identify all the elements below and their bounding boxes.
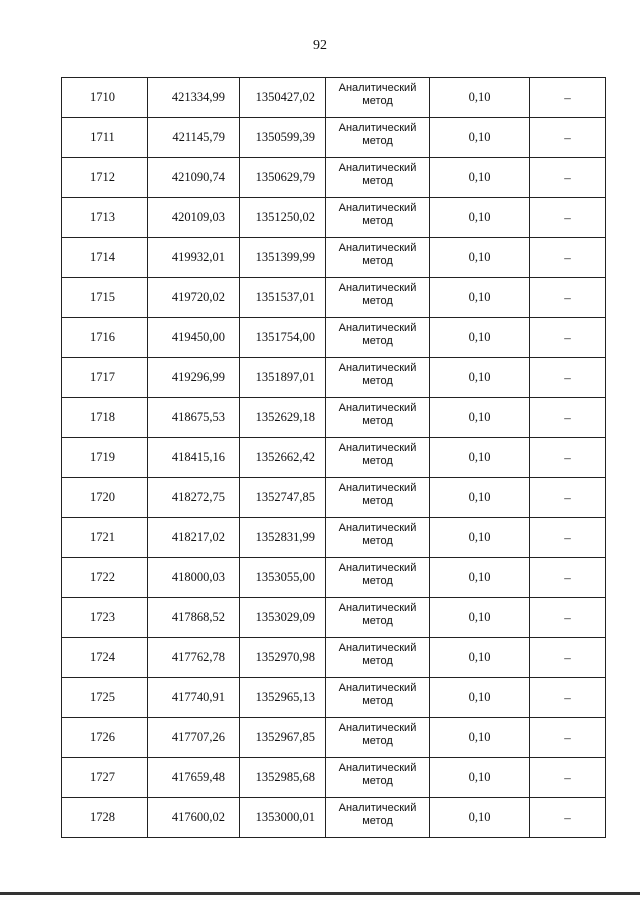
y-coordinate-cell: 1350629,79 [240,158,326,198]
method-label-line1: Аналитический [338,281,417,294]
note-cell: – [530,478,606,518]
point-number-cell: 1724 [62,638,148,678]
precision-cell: 0,10 [430,638,530,678]
x-coordinate-cell: 419296,99 [148,358,240,398]
precision-cell: 0,10 [430,518,530,558]
table-row [62,518,606,558]
note-cell: – [530,118,606,158]
precision-cell: 0,10 [430,598,530,638]
x-coordinate-cell: 417762,78 [148,638,240,678]
point-number-cell: 1716 [62,318,148,358]
point-number-cell: 1721 [62,518,148,558]
method-label-line1: Аналитический [338,681,417,694]
method-cell [326,438,430,478]
note-cell: – [530,158,606,198]
precision-cell: 0,10 [430,678,530,718]
table-row [62,318,606,358]
table-row [62,78,606,118]
method-cell [326,718,430,758]
method-cell [326,238,430,278]
note-cell: – [530,278,606,318]
y-coordinate-cell: 1350599,39 [240,118,326,158]
x-coordinate-cell: 417600,02 [148,798,240,838]
x-coordinate-cell: 419932,01 [148,238,240,278]
point-number-cell: 1722 [62,558,148,598]
page-number: 92 [313,38,327,53]
y-coordinate-cell: 1350427,02 [240,78,326,118]
method-label-line2: метод [362,294,393,307]
method-cell [326,478,430,518]
method-label-line2: метод [362,374,393,387]
precision-cell: 0,10 [430,278,530,318]
x-coordinate-cell: 417740,91 [148,678,240,718]
point-number-cell: 1728 [62,798,148,838]
y-coordinate-cell: 1351399,99 [240,238,326,278]
method-cell [326,678,430,718]
method-label-line1: Аналитический [338,441,417,454]
table-row [62,358,606,398]
table-row [62,718,606,758]
method-label-line1: Аналитический [338,201,417,214]
note-cell: – [530,318,606,358]
bottom-rule [0,892,640,895]
table-row [62,598,606,638]
note-cell: – [530,238,606,278]
method-cell [326,638,430,678]
x-coordinate-cell: 421090,74 [148,158,240,198]
point-number-cell: 1717 [62,358,148,398]
point-number-cell: 1719 [62,438,148,478]
method-label-line1: Аналитический [338,801,417,814]
y-coordinate-cell: 1352831,99 [240,518,326,558]
method-cell [326,158,430,198]
table-row [62,198,606,238]
method-cell [326,798,430,838]
coordinates-table-body [62,78,606,838]
method-cell [326,398,430,438]
note-cell: – [530,598,606,638]
method-label-line1: Аналитический [338,641,417,654]
point-number-cell: 1720 [62,478,148,518]
method-label-line1: Аналитический [338,561,417,574]
method-label-line1: Аналитический [338,521,417,534]
y-coordinate-cell: 1351754,00 [240,318,326,358]
table-row [62,278,606,318]
method-label-line1: Аналитический [338,161,417,174]
note-cell: – [530,758,606,798]
x-coordinate-cell: 418272,75 [148,478,240,518]
table-row [62,798,606,838]
method-label-line1: Аналитический [338,81,417,94]
precision-cell: 0,10 [430,718,530,758]
method-label-line1: Аналитический [338,601,417,614]
x-coordinate-cell: 418000,03 [148,558,240,598]
precision-cell: 0,10 [430,758,530,798]
method-cell [326,318,430,358]
point-number-cell: 1715 [62,278,148,318]
x-coordinate-cell: 419450,00 [148,318,240,358]
method-label-line1: Аналитический [338,481,417,494]
precision-cell: 0,10 [430,358,530,398]
method-label-line2: метод [362,454,393,467]
note-cell: – [530,198,606,238]
precision-cell: 0,10 [430,158,530,198]
y-coordinate-cell: 1352662,42 [240,438,326,478]
note-cell: – [530,358,606,398]
method-label-line1: Аналитический [338,401,417,414]
method-cell [326,198,430,238]
method-label-line2: метод [362,734,393,747]
point-number-cell: 1710 [62,78,148,118]
method-label-line1: Аналитический [338,241,417,254]
table-row [62,238,606,278]
coordinates-table [61,77,606,838]
precision-cell: 0,10 [430,558,530,598]
point-number-cell: 1712 [62,158,148,198]
y-coordinate-cell: 1352747,85 [240,478,326,518]
x-coordinate-cell: 417707,26 [148,718,240,758]
precision-cell: 0,10 [430,398,530,438]
y-coordinate-cell: 1352985,68 [240,758,326,798]
method-label-line1: Аналитический [338,321,417,334]
method-label-line2: метод [362,574,393,587]
method-label-line2: метод [362,94,393,107]
note-cell: – [530,718,606,758]
table-row [62,118,606,158]
x-coordinate-cell: 418675,53 [148,398,240,438]
precision-cell: 0,10 [430,478,530,518]
point-number-cell: 1725 [62,678,148,718]
method-label-line2: метод [362,334,393,347]
method-label-line2: метод [362,614,393,627]
method-label-line2: метод [362,254,393,267]
x-coordinate-cell: 418217,02 [148,518,240,558]
method-cell [326,558,430,598]
x-coordinate-cell: 417659,48 [148,758,240,798]
y-coordinate-cell: 1353055,00 [240,558,326,598]
note-cell: – [530,78,606,118]
y-coordinate-cell: 1352967,85 [240,718,326,758]
method-cell [326,598,430,638]
method-label-line2: метод [362,174,393,187]
y-coordinate-cell: 1351250,02 [240,198,326,238]
method-label-line1: Аналитический [338,721,417,734]
table-row [62,758,606,798]
table-row [62,158,606,198]
note-cell: – [530,678,606,718]
precision-cell: 0,10 [430,798,530,838]
precision-cell: 0,10 [430,318,530,358]
note-cell: – [530,438,606,478]
table-row [62,678,606,718]
method-label-line2: метод [362,814,393,827]
note-cell: – [530,638,606,678]
x-coordinate-cell: 420109,03 [148,198,240,238]
point-number-cell: 1713 [62,198,148,238]
x-coordinate-cell: 418415,16 [148,438,240,478]
precision-cell: 0,10 [430,118,530,158]
point-number-cell: 1723 [62,598,148,638]
method-label-line2: метод [362,774,393,787]
table-row [62,398,606,438]
method-label-line2: метод [362,534,393,547]
table-row [62,638,606,678]
precision-cell: 0,10 [430,438,530,478]
note-cell: – [530,558,606,598]
y-coordinate-cell: 1351897,01 [240,358,326,398]
note-cell: – [530,518,606,558]
y-coordinate-cell: 1352965,13 [240,678,326,718]
method-label-line2: метод [362,654,393,667]
point-number-cell: 1711 [62,118,148,158]
y-coordinate-cell: 1351537,01 [240,278,326,318]
point-number-cell: 1726 [62,718,148,758]
method-cell [326,758,430,798]
table-row [62,478,606,518]
note-cell: – [530,398,606,438]
precision-cell: 0,10 [430,238,530,278]
note-cell: – [530,798,606,838]
point-number-cell: 1714 [62,238,148,278]
method-cell [326,278,430,318]
x-coordinate-cell: 421145,79 [148,118,240,158]
method-label-line2: метод [362,134,393,147]
method-cell [326,118,430,158]
method-label-line2: метод [362,694,393,707]
x-coordinate-cell: 421334,99 [148,78,240,118]
y-coordinate-cell: 1352629,18 [240,398,326,438]
method-label-line2: метод [362,214,393,227]
x-coordinate-cell: 419720,02 [148,278,240,318]
point-number-cell: 1727 [62,758,148,798]
method-label-line1: Аналитический [338,361,417,374]
table-row [62,438,606,478]
method-label-line1: Аналитический [338,761,417,774]
table-row [62,558,606,598]
method-cell [326,78,430,118]
y-coordinate-cell: 1352970,98 [240,638,326,678]
x-coordinate-cell: 417868,52 [148,598,240,638]
method-label-line2: метод [362,414,393,427]
y-coordinate-cell: 1353000,01 [240,798,326,838]
method-label-line1: Аналитический [338,121,417,134]
method-cell [326,358,430,398]
precision-cell: 0,10 [430,198,530,238]
y-coordinate-cell: 1353029,09 [240,598,326,638]
method-label-line2: метод [362,494,393,507]
method-cell [326,518,430,558]
point-number-cell: 1718 [62,398,148,438]
precision-cell: 0,10 [430,78,530,118]
